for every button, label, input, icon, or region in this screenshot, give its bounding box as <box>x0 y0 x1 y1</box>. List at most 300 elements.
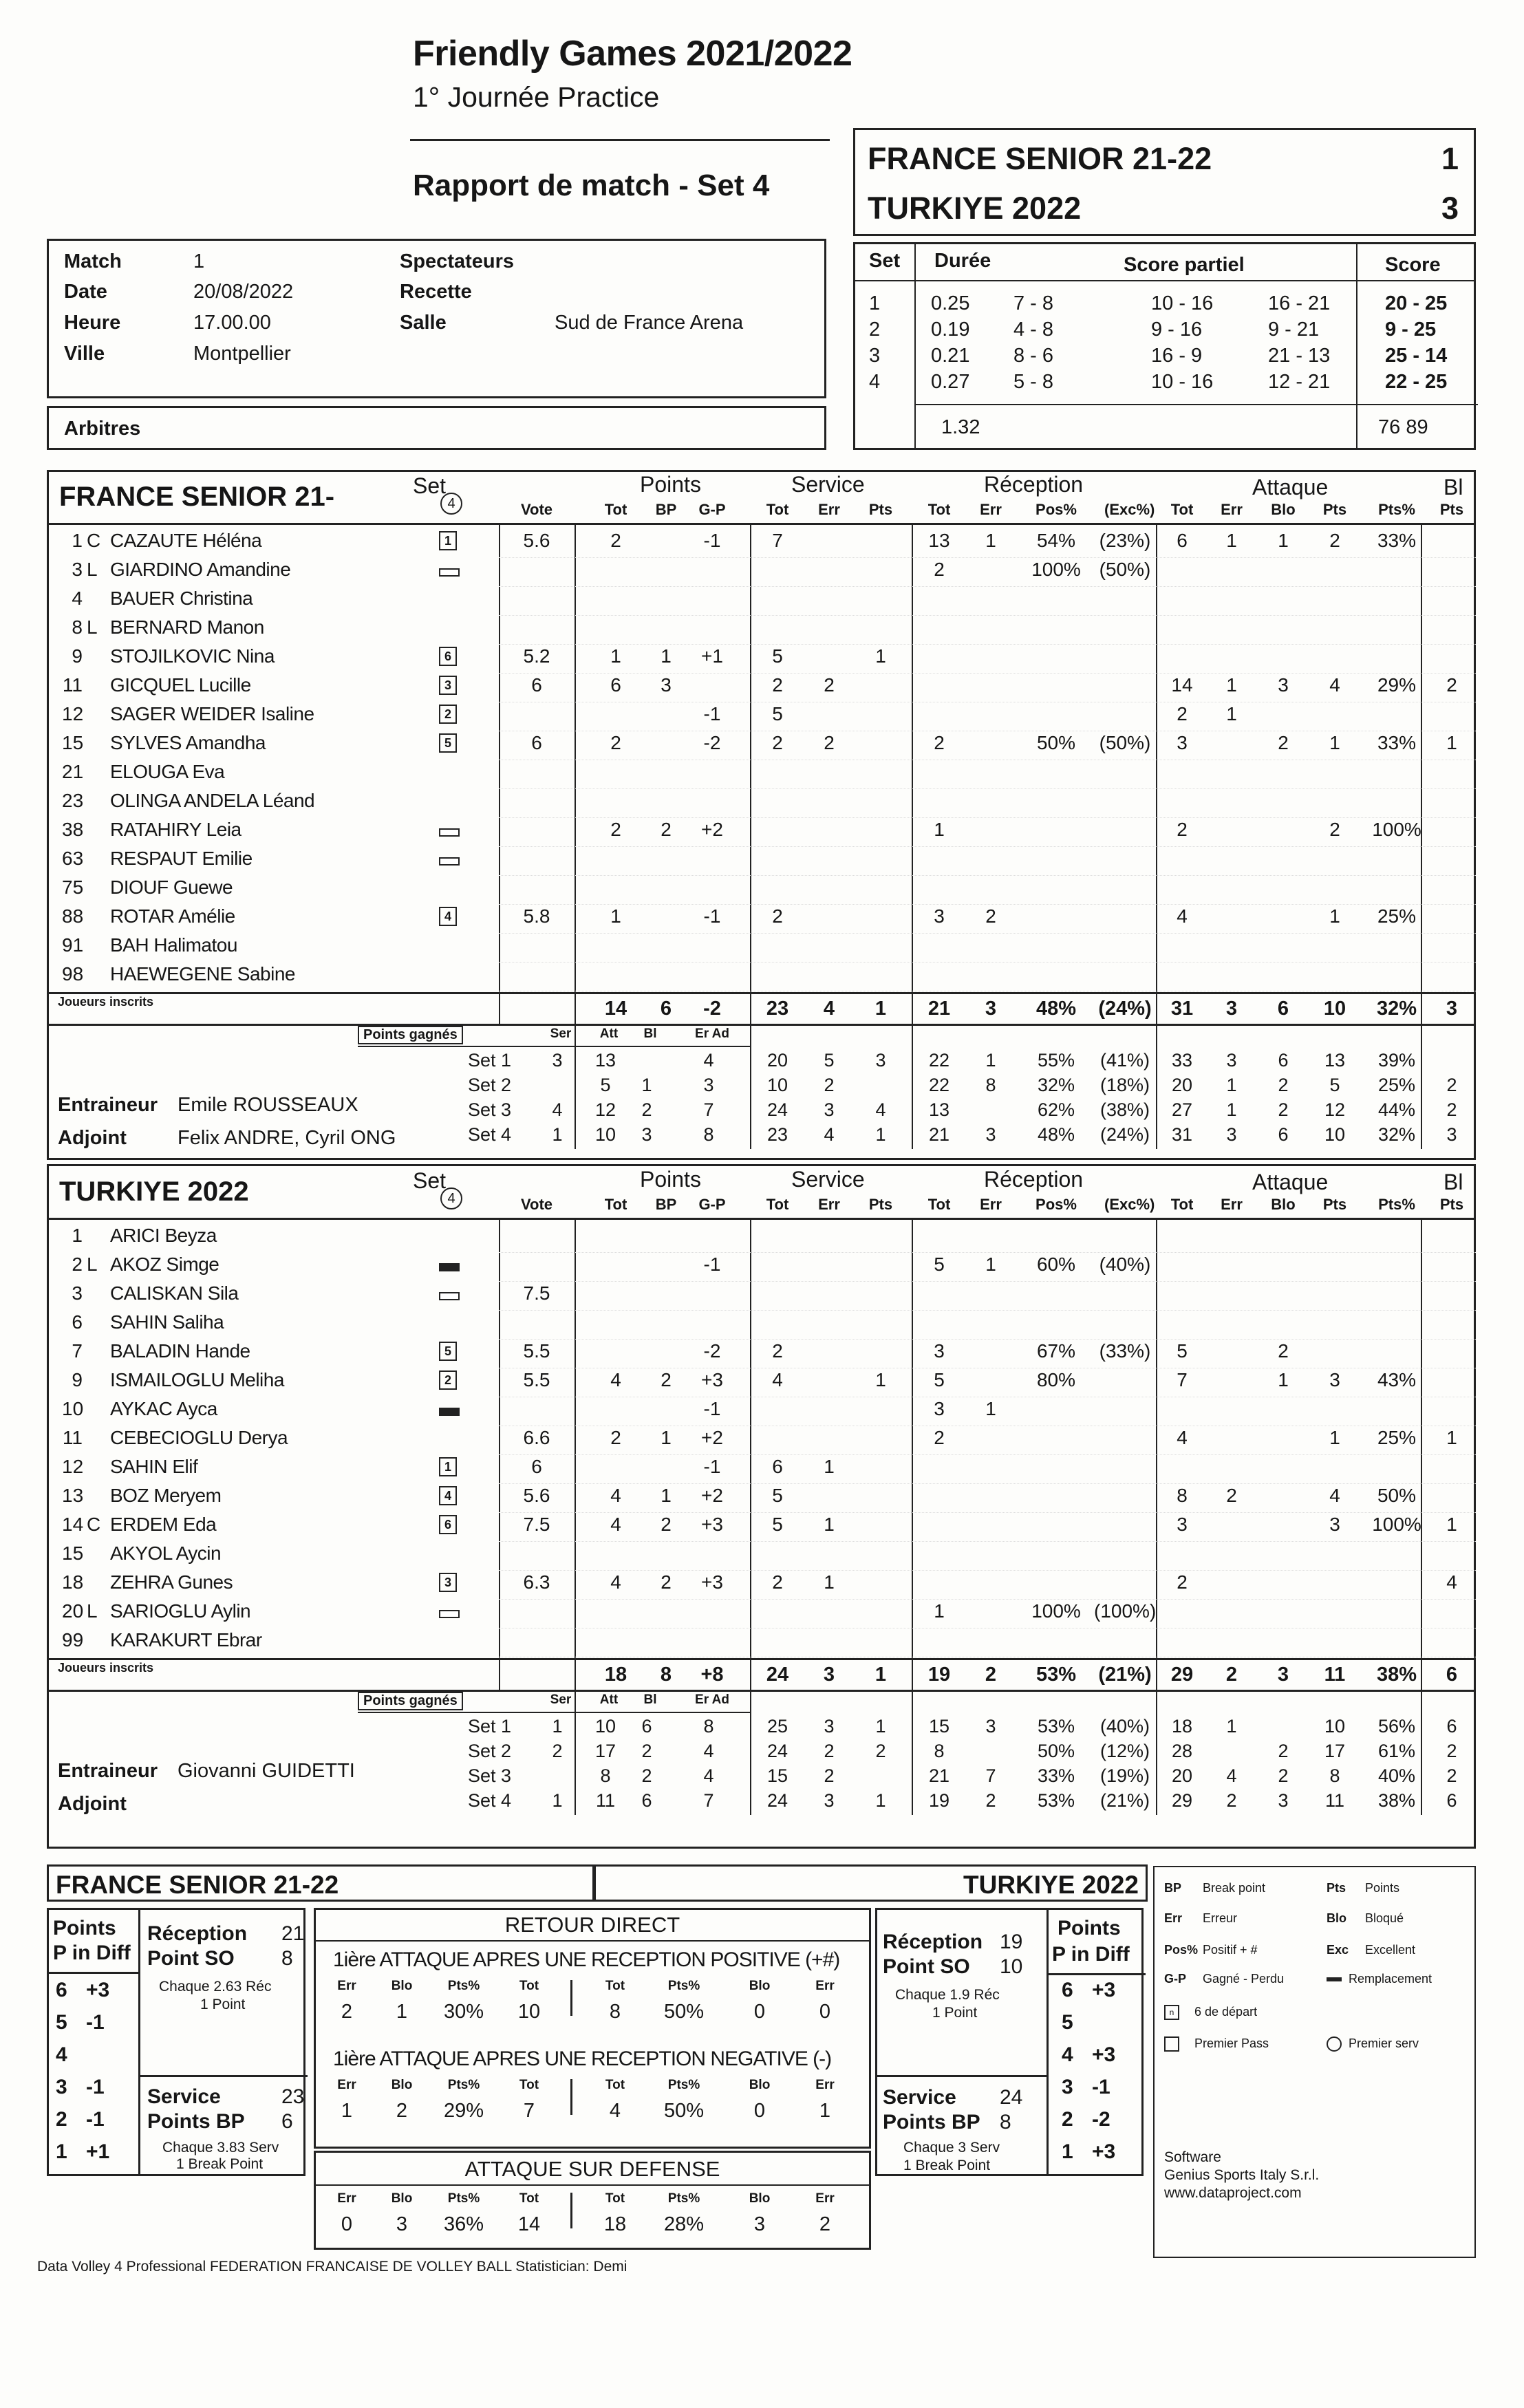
row-dots <box>499 1310 1476 1311</box>
arbitres-label: Arbitres <box>64 418 141 440</box>
total-a_pts: 10 <box>1323 998 1346 1020</box>
def-attack-title: ATTAQUE SUR DEFENSE <box>464 2157 720 2181</box>
player-name: SARIOGLU Aylin <box>110 1600 251 1622</box>
set-stat-r_exc: (18%) <box>1099 1075 1150 1095</box>
player-name: ARICI Beyza <box>110 1225 217 1246</box>
rd-header: Blo <box>749 2078 771 2092</box>
player-a_tot: 7 <box>1177 1369 1188 1390</box>
set-stat-a_pct: 25% <box>1377 1075 1416 1095</box>
colhdr-a_err: Err <box>1221 1196 1243 1213</box>
set-stat-att: 11 <box>595 1790 616 1811</box>
set-stat-label: Set 2 <box>468 1741 512 1761</box>
set-stat-ser: 3 <box>552 1050 563 1071</box>
rd-header: Err <box>815 2191 835 2206</box>
player-p_gp: -1 <box>703 1456 721 1477</box>
total-r_tot: 19 <box>927 1664 951 1686</box>
premier-pass-icon <box>1164 2036 1179 2052</box>
legend-value: Premier Pass <box>1194 2036 1269 2050</box>
player-a_pct: 50% <box>1377 1485 1417 1506</box>
player-p_tot: 1 <box>610 645 621 667</box>
player-num: 98 <box>62 963 84 985</box>
set-stat-s_err: 5 <box>824 1050 835 1071</box>
rd-header: Pts% <box>667 2078 700 2092</box>
player-p_bp: 3 <box>661 674 672 696</box>
legend-value: Points <box>1365 1881 1400 1895</box>
sets-cell-duree: 0.21 <box>931 345 970 367</box>
totals-divider-0 <box>499 992 500 1024</box>
colhdr-a_blo: Blo <box>1271 501 1296 518</box>
team-b-un-point: 1 Point <box>932 2005 978 2021</box>
player-num: 12 <box>62 1456 84 1477</box>
team-a-pointsbp-val: 6 <box>281 2110 293 2133</box>
set-stat-divider-3 <box>1156 1024 1157 1149</box>
set-stat-att: 17 <box>594 1741 616 1761</box>
player-num: 11 <box>62 674 83 696</box>
row-dots <box>499 557 1476 558</box>
team-a-un-point: 1 Point <box>200 1997 246 2012</box>
player-a_pts: 4 <box>1329 1485 1340 1506</box>
player-a_tot: 14 <box>1171 674 1193 696</box>
rd-header: Blo <box>391 1979 413 1993</box>
colhdr-vote: Vote <box>520 1196 553 1213</box>
player-s_tot: 5 <box>772 645 783 667</box>
player-a_pts: 1 <box>1329 732 1340 753</box>
starting-position-box: 3 <box>439 1573 457 1592</box>
player-name: BAUER Christina <box>110 588 253 609</box>
player-name: BALADIN Hande <box>110 1340 250 1362</box>
set-stat-s_pts: 1 <box>875 1790 886 1811</box>
team-b-reception-val: 19 <box>1000 1931 1023 1953</box>
set-stat-r_pos: 33% <box>1037 1765 1075 1786</box>
player-a_pts: 4 <box>1329 674 1340 696</box>
rd-header: Blo <box>391 2191 413 2206</box>
team-b-chaque-rec: Chaque 1.9 Réc <box>895 1987 1000 2003</box>
player-r_err: 2 <box>985 905 996 927</box>
player-num: 6 <box>72 1311 83 1333</box>
player-r_pos: 54% <box>1036 530 1076 551</box>
sets-header-score: Score <box>1385 254 1441 276</box>
bottom-team-b-name: TURKIYE 2022 <box>963 1871 1139 1899</box>
team-a-pointsbp-label: Points BP <box>147 2110 245 2133</box>
player-r_pos: 67% <box>1036 1340 1076 1362</box>
player-a_tot: 2 <box>1177 819 1188 840</box>
total-r_exc: (24%) <box>1098 998 1152 1020</box>
colhdr-r_pos: Pos% <box>1035 1196 1077 1213</box>
sets-cell-p1: 5 - 8 <box>1013 371 1054 393</box>
sets-cell-p3: 9 - 21 <box>1268 319 1320 341</box>
player-s_pts: 1 <box>875 645 886 667</box>
player-s_tot: 5 <box>772 703 783 724</box>
row-dots <box>499 1599 1476 1600</box>
set-stat-ser: 4 <box>552 1099 563 1120</box>
pg-header-bl: Bl <box>643 1692 657 1707</box>
player-a_pct: 25% <box>1377 905 1417 927</box>
row-dots <box>499 673 1476 674</box>
legend-key: Pos% <box>1164 1943 1199 1957</box>
team-b-pointsbp-label: Points BP <box>883 2111 980 2133</box>
set-stat-r_err: 2 <box>985 1790 996 1811</box>
set-stat-a_blo: 2 <box>1278 1075 1289 1095</box>
player-a_pts: 3 <box>1329 1369 1340 1390</box>
team-b-service-val: 24 <box>1000 2086 1023 2109</box>
colhdr-s_pts: Pts <box>868 501 893 518</box>
row-dots <box>499 904 1476 905</box>
set-stat-divider-0 <box>575 1690 576 1815</box>
heure-label: Heure <box>64 312 121 334</box>
player-r_tot: 3 <box>934 1340 945 1362</box>
set-stat-r_pos: 62% <box>1037 1099 1075 1120</box>
sets-cell-p1: 7 - 8 <box>1013 292 1054 314</box>
rd-value: 7 <box>523 2100 535 2122</box>
total-r_tot: 21 <box>927 998 951 1020</box>
player-r_tot: 1 <box>934 819 945 840</box>
arbitres-box <box>47 406 826 450</box>
set-stat-a_blo: 3 <box>1278 1790 1289 1811</box>
heure-value: 17.00.00 <box>193 312 271 334</box>
team-a-sets-won: 1 <box>1441 141 1459 176</box>
sets-cell-duree: 0.27 <box>931 371 970 393</box>
header-reception: Réception <box>984 1167 1084 1192</box>
player-name: ERDEM Eda <box>110 1514 217 1535</box>
attaque-defense-box <box>314 2151 871 2250</box>
player-r_exc: (23%) <box>1099 530 1151 551</box>
team-a-reception-label: Réception <box>147 1922 248 1945</box>
rd-value: 2 <box>819 2213 831 2235</box>
player-s_tot: 2 <box>772 1571 783 1593</box>
total-r_err: 3 <box>985 998 997 1020</box>
player-num: 11 <box>62 1427 83 1448</box>
legend-item <box>1164 2036 1269 2052</box>
pg-header-rule <box>358 1046 750 1047</box>
row-dots <box>499 846 1476 847</box>
set-stat-s_pts: 4 <box>875 1099 886 1120</box>
set-stat-r_exc: (19%) <box>1099 1765 1150 1786</box>
legend-key: Err <box>1164 1911 1183 1925</box>
premier-serv-icon <box>1327 2036 1342 2052</box>
date-value: 20/08/2022 <box>193 281 294 303</box>
starting-position-box: 6 <box>439 647 457 666</box>
sets-total-score: 76 89 <box>1378 416 1428 438</box>
player-p_gp: +2 <box>701 1427 723 1448</box>
colhdr-s_tot: Tot <box>766 501 789 518</box>
colhdr-s_err: Err <box>818 1196 840 1213</box>
rd-header: Blo <box>749 1979 771 1993</box>
set-stat-a_blo: 2 <box>1278 1765 1289 1786</box>
totals-divider-0 <box>499 1658 500 1690</box>
totals-divider-3 <box>912 1658 913 1690</box>
legend-key: Pts <box>1327 1881 1346 1895</box>
row-dots <box>499 962 1476 963</box>
substitution-marker <box>439 1610 460 1618</box>
player-a_pct: 43% <box>1377 1369 1417 1390</box>
player-s_tot: 7 <box>772 530 783 551</box>
total-s_err: 4 <box>823 998 835 1020</box>
rd-header: Pts% <box>667 1979 700 1993</box>
row-dots <box>499 1454 1476 1455</box>
set-stat-divider-2 <box>912 1690 913 1815</box>
set-stat-r_pos: 32% <box>1037 1075 1075 1095</box>
substitution-marker <box>439 1408 460 1416</box>
recette-label: Recette <box>400 281 472 303</box>
set-stat-a_pct: 56% <box>1377 1716 1416 1737</box>
colhdr-a_pct: Pts% <box>1378 1196 1415 1213</box>
coach-label: Entraineur <box>58 1760 158 1782</box>
software-company: Genius Sports Italy S.r.l. <box>1164 2167 1320 2183</box>
joueurs-inscrits: Joueurs inscrits <box>58 995 154 1009</box>
rotation-diff: +3 <box>1092 1979 1116 2001</box>
set-stat-s_tot: 15 <box>766 1765 788 1786</box>
player-a_blo: 3 <box>1278 674 1289 696</box>
rd-header: Err <box>337 2191 356 2206</box>
set-stat-bl2: 6 <box>1446 1716 1457 1737</box>
player-s_err: 1 <box>824 1514 835 1535</box>
set-stat-s_err: 3 <box>824 1716 835 1737</box>
sets-cell-duree: 0.19 <box>931 319 970 341</box>
substitution-marker <box>439 857 460 866</box>
sets-header-set: Set <box>869 250 901 272</box>
set-stat-r_exc: (12%) <box>1099 1741 1150 1761</box>
player-a_pct: 33% <box>1377 530 1417 551</box>
totals-rule <box>47 1658 1476 1660</box>
set-stat-er: 4 <box>703 1741 714 1761</box>
row-dots <box>499 1252 1476 1253</box>
player-num: 75 <box>62 877 84 898</box>
player-num: 9 <box>72 645 83 667</box>
rd-value: 50% <box>663 2001 705 2023</box>
row-dots <box>499 1512 1476 1513</box>
player-r_tot: 2 <box>934 1427 945 1448</box>
sets-cell-set: 1 <box>869 292 881 314</box>
rd-header: Err <box>337 1979 356 1993</box>
player-s_tot: 2 <box>772 674 783 696</box>
pg-header-bl: Bl <box>643 1026 657 1041</box>
colhdr-bl: Pts <box>1439 1196 1464 1213</box>
starting-position-box: 3 <box>439 676 457 695</box>
player-num: 18 <box>62 1571 84 1593</box>
colhdr-p_tot: Tot <box>604 501 627 518</box>
player-r_tot: 3 <box>934 905 945 927</box>
player-p_gp: +2 <box>701 1485 723 1506</box>
player-p_bp: 2 <box>661 1514 672 1535</box>
header-attaque: Attaque <box>1252 475 1329 499</box>
player-a_blo: 1 <box>1278 1369 1289 1390</box>
starting-position-box: 4 <box>439 1486 457 1505</box>
adjoint-name: Felix ANDRE, Cyril ONG <box>178 1127 396 1149</box>
set-stat-r_pos: 55% <box>1037 1050 1075 1071</box>
rd-value: 50% <box>663 2100 705 2122</box>
team-b-serv-rule <box>877 2075 1047 2077</box>
player-vote: 6.6 <box>523 1427 550 1448</box>
player-name: CAZAUTE Héléna <box>110 530 262 551</box>
team-a-name: FRANCE SENIOR 21-22 <box>868 141 1212 176</box>
set-stat-a_pct: 38% <box>1377 1790 1416 1811</box>
player-s_err: 1 <box>824 1571 835 1593</box>
player-a_tot: 4 <box>1177 1427 1188 1448</box>
team-a-reception-val: 21 <box>281 1922 305 1945</box>
colhdr-r_tot: Tot <box>927 501 951 518</box>
match-value: 1 <box>193 250 205 272</box>
col-divider-0 <box>499 1218 500 1658</box>
player-p_bp: 2 <box>661 819 672 840</box>
player-name: CEBECIOGLU Derya <box>110 1427 288 1448</box>
player-num: 1 <box>72 530 83 551</box>
row-dots <box>499 1281 1476 1282</box>
colhdr-a_blo: Blo <box>1271 1196 1296 1213</box>
software-label: Software <box>1164 2149 1221 2165</box>
player-name: DIOUF Guewe <box>110 877 233 898</box>
set-stat-r_exc: (38%) <box>1099 1099 1150 1120</box>
set-stat-bl2: 2 <box>1446 1075 1457 1095</box>
substitution-marker <box>439 568 460 577</box>
player-r_exc: (50%) <box>1099 732 1151 753</box>
legend-key: G-P <box>1164 1972 1187 1986</box>
spectateurs-label: Spectateurs <box>400 250 515 272</box>
rotation-position: 5 <box>1062 2011 1073 2034</box>
rd-value: 2 <box>396 2100 408 2122</box>
colhdr-r_pos: Pos% <box>1035 501 1077 518</box>
team-a-pindiff-title: P in Diff <box>53 1942 131 1964</box>
totals-divider-3 <box>912 992 913 1024</box>
bottom-team-a-name: FRANCE SENIOR 21-22 <box>56 1871 339 1899</box>
player-r_exc: (50%) <box>1099 559 1151 580</box>
player-p_tot: 4 <box>610 1571 621 1593</box>
starting-position-box: 5 <box>439 1342 457 1361</box>
competition-title: Friendly Games 2021/2022 <box>413 34 852 74</box>
player-p_gp: -1 <box>703 703 721 724</box>
player-vote: 6 <box>531 1456 542 1477</box>
set-stat-label: Set 1 <box>468 1716 512 1737</box>
pg-header-ser: Ser <box>550 1692 572 1707</box>
set-stat-a_pts: 11 <box>1324 1790 1345 1811</box>
player-name: BERNARD Manon <box>110 616 264 638</box>
set-stat-r_tot: 21 <box>928 1765 950 1786</box>
player-r_tot: 5 <box>934 1254 945 1275</box>
player-r_tot: 13 <box>928 530 950 551</box>
player-role: L <box>87 1600 98 1622</box>
team-b-un-bp: 1 Break Point <box>903 2158 991 2173</box>
set-stat-s_err: 2 <box>824 1741 835 1761</box>
row-dots <box>499 933 1476 934</box>
set-stat-er: 8 <box>703 1716 714 1737</box>
team-b-reception-label: Réception <box>883 1931 983 1953</box>
set-stat-s_err: 2 <box>824 1075 835 1095</box>
neg-attack-title: 1ière ATTAQUE APRES UNE RECEPTION NEGATIVE (-) <box>333 2047 832 2070</box>
set-stat-s_tot: 24 <box>766 1790 788 1811</box>
player-name: ISMAILOGLU Meliha <box>110 1369 284 1390</box>
title-rule <box>410 139 830 141</box>
player-s_tot: 2 <box>772 1340 783 1362</box>
set-stat-a_err: 1 <box>1226 1716 1237 1737</box>
total-s_tot: 23 <box>766 998 789 1020</box>
totals-divider-5 <box>1421 992 1422 1024</box>
set-stat-a_tot: 33 <box>1171 1050 1193 1071</box>
row-dots <box>499 1483 1476 1484</box>
player-a_err: 1 <box>1226 674 1237 696</box>
colhdr-r_exc: (Exc%) <box>1104 1196 1155 1213</box>
rd-header: Tot <box>605 2191 625 2206</box>
pg-header-er: Er Ad <box>695 1026 729 1041</box>
player-name: AYKAC Ayca <box>110 1398 217 1419</box>
player-name: SAHIN Saliha <box>110 1311 224 1333</box>
total-p_gp: +8 <box>700 1664 724 1686</box>
colhdr-a_pct: Pts% <box>1378 501 1415 518</box>
set-stat-a_pts: 10 <box>1324 1716 1346 1737</box>
substitution-marker <box>439 1263 460 1271</box>
set-stat-label: Set 3 <box>468 1765 512 1786</box>
set-stat-a_pct: 39% <box>1377 1050 1416 1071</box>
rotation-position: 4 <box>56 2043 67 2066</box>
set-stat-a_tot: 28 <box>1171 1741 1193 1761</box>
rd-value: 30% <box>443 2001 484 2023</box>
player-num: 88 <box>62 905 84 927</box>
set-stat-a_err: 2 <box>1226 1790 1237 1811</box>
set-stat-a_err: 1 <box>1226 1099 1237 1120</box>
set-stat-a_pts: 17 <box>1324 1741 1346 1761</box>
team-team-b-name: TURKIYE 2022 <box>59 1176 249 1207</box>
date-label: Date <box>64 281 107 303</box>
salle-value: Sud de France Arena <box>555 312 744 334</box>
rd-value: 1 <box>819 2100 831 2122</box>
team-a-service-val: 23 <box>281 2085 305 2108</box>
set-stat-a_pts: 5 <box>1329 1075 1340 1095</box>
sets-cell-p1: 8 - 6 <box>1013 345 1054 367</box>
player-r_err: 1 <box>985 530 996 551</box>
player-a_pts: 2 <box>1329 530 1340 551</box>
player-num: 7 <box>72 1340 83 1362</box>
player-vote: 5.6 <box>523 1485 550 1506</box>
player-p_tot: 4 <box>610 1369 621 1390</box>
player-p_gp: -1 <box>703 530 721 551</box>
player-num: 21 <box>62 761 84 782</box>
colhdr-a_err: Err <box>1221 501 1243 518</box>
player-a_tot: 5 <box>1177 1340 1188 1362</box>
points-gagnes-label: Points gagnés <box>358 1026 463 1044</box>
colhdr-vote: Vote <box>520 501 553 518</box>
set-stat-bl: 2 <box>641 1765 652 1786</box>
player-num: 10 <box>62 1398 84 1419</box>
rotation-diff: -1 <box>86 2076 105 2098</box>
total-a_blo: 3 <box>1277 1664 1289 1686</box>
player-num: 13 <box>62 1485 84 1506</box>
team-a-service-label: Service <box>147 2085 221 2108</box>
player-r_tot: 5 <box>934 1369 945 1390</box>
set-stat-a_err: 4 <box>1226 1765 1237 1786</box>
player-a_tot: 4 <box>1177 905 1188 927</box>
set-stat-s_err: 2 <box>824 1765 835 1786</box>
sets-cell-p2: 10 - 16 <box>1151 292 1214 314</box>
legend-value: Positif + # <box>1203 1943 1258 1957</box>
rotation-position: 1 <box>56 2140 67 2163</box>
colhdr-bl: Pts <box>1439 501 1464 518</box>
set-stat-r_err: 8 <box>985 1075 996 1095</box>
retour-direct-title: RETOUR DIRECT <box>504 1913 680 1937</box>
total-a_tot: 29 <box>1170 1664 1194 1686</box>
set-stat-s_err: 3 <box>824 1099 835 1120</box>
set-stat-r_tot: 15 <box>928 1716 950 1737</box>
header-reception: Réception <box>984 472 1084 497</box>
player-num: 91 <box>62 934 84 956</box>
coach-label: Entraineur <box>58 1094 158 1116</box>
header-rule <box>47 523 1476 525</box>
rd-value: 4 <box>609 2100 621 2122</box>
bottom-teams-bar <box>47 1864 1148 1902</box>
set-stat-divider-2 <box>912 1024 913 1149</box>
set-stat-bl2: 6 <box>1446 1790 1457 1811</box>
rotation-position: 1 <box>1062 2140 1073 2163</box>
team-a-chaque-serv: Chaque 3.83 Serv <box>162 2140 279 2156</box>
player-name: BOZ Meryem <box>110 1485 222 1506</box>
set-stat-bl: 6 <box>641 1790 652 1811</box>
